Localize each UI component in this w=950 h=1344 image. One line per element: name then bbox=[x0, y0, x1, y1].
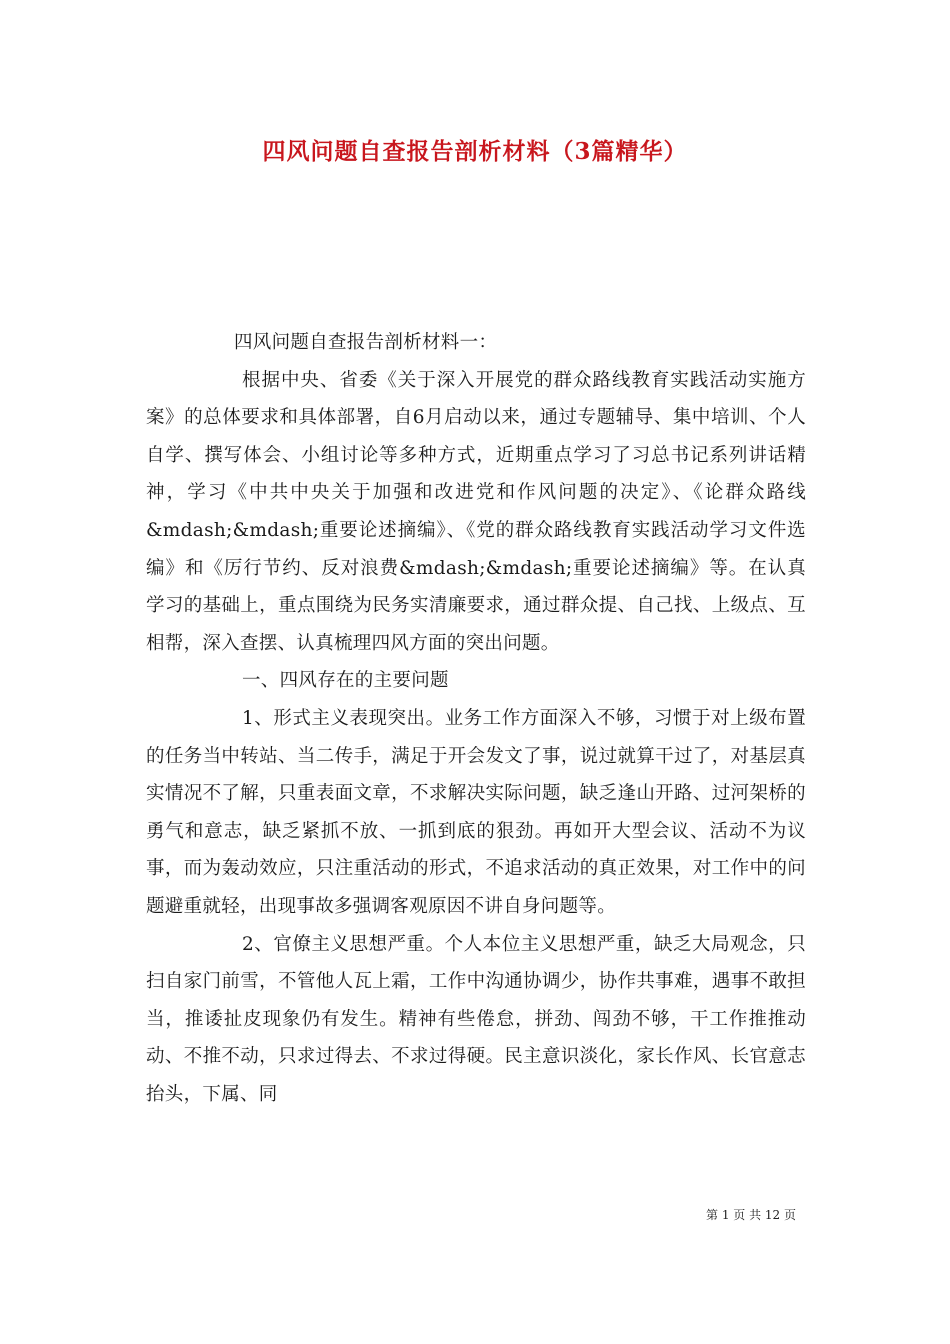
body-paragraph: 根据中央、省委《关于深入开展党的群众路线教育实践活动实施方案》的总体要求和具体部署，自6月启动以来，通过专题辅导、集中培训、个人自学、撰写体会、小组讨论等多种方式，近期重点学习了习总书记系列讲话精神，学习《中共中央关于加强和改进党和作风问题的决定》、《论群众路线&mdash;&mdash;重要论述摘编》、《党的群众路线教育实践活动学习文件选编》和《厉行节约、反对浪费&mdash;&mdash;重要论述摘编》等。在认真学习的基础上，重点围绕为民务实清廉要求，通过群众提、自己找、上级点、互相帮，深入查摆、认真梳理四风方面的突出问题。 bbox=[146, 369, 806, 654]
page-number-footer: 第 1 页 共 12 页 bbox=[706, 1208, 796, 1222]
document-title: 四风问题自查报告剖析材料（3篇精华） bbox=[262, 138, 688, 165]
body-paragraph: 2、官僚主义思想严重。个人本位主义思想严重，缺乏大局观念，只扫自家门前雪，不管他人瓦上霜，工作中沟通协调少，协作共事难，遇事不敢担当，推诿扯皮现象仍有发生。精神有些倦怠，拼劲、闯劲不够，干工作推推动动、不推不动，只求过得去、不求过得硬。民主意识淡化，家长作风、长官意志抬头，下属、同 bbox=[146, 933, 806, 1105]
section-label: 四风问题自查报告剖析材料一： bbox=[234, 332, 498, 353]
section-heading: 一、四风存在的主要问题 bbox=[242, 670, 449, 692]
body-paragraph: 1、形式主义表现突出。业务工作方面深入不够，习惯于对上级布置的任务当中转站、当二传手，满足于开会发文了事，说过就算干过了，对基层真实情况不了解，只重表面文章，不求解决实际问题，缺乏逢山开路、过河架桥的勇气和意志，缺乏紧抓不放、一抓到底的狠劲。再如开大型会议、活动不为议事，而为轰动效应，只注重活动的形式，不追求活动的真正效果，对工作中的问题避重就轻，出现事故多强调客观原因不讲自身问题等。 bbox=[146, 707, 806, 917]
document-body bbox=[146, 324, 806, 1113]
